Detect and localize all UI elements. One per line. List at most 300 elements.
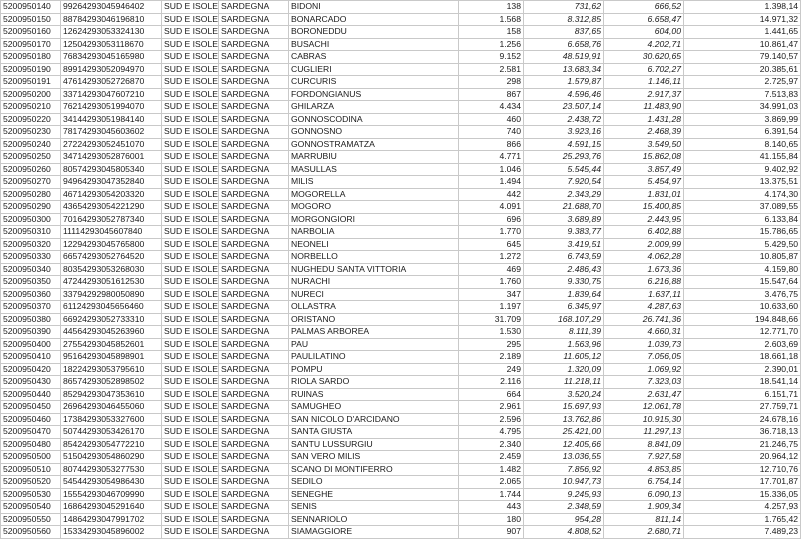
row-amount-a-cell[interactable]: 6.345,97 xyxy=(524,301,604,314)
row-code-cell[interactable]: 5200950160 xyxy=(1,26,61,39)
row-amount-a-cell[interactable]: 731,62 xyxy=(524,1,604,14)
row-amount-a-cell[interactable]: 3.923,16 xyxy=(524,126,604,139)
row-municipality-cell[interactable]: CUGLIERI xyxy=(289,63,459,76)
row-id-cell[interactable]: 51504293054860290 xyxy=(61,451,162,464)
row-amount-b-cell[interactable]: 4.853,85 xyxy=(604,463,684,476)
row-amount-b-cell[interactable]: 11.297,13 xyxy=(604,426,684,439)
row-total-cell[interactable]: 13.375,51 xyxy=(684,176,801,189)
row-municipality-cell[interactable]: SAN NICOLO D'ARCIDANO xyxy=(289,413,459,426)
row-region-cell[interactable]: SARDEGNA xyxy=(219,188,289,201)
row-code-cell[interactable]: 5200950320 xyxy=(1,238,61,251)
row-population-cell[interactable]: 645 xyxy=(459,238,524,251)
row-amount-b-cell[interactable]: 2.443,95 xyxy=(604,213,684,226)
row-amount-b-cell[interactable]: 1.039,73 xyxy=(604,338,684,351)
row-amount-a-cell[interactable]: 21.688,70 xyxy=(524,201,604,214)
row-municipality-cell[interactable]: FORDONGIANUS xyxy=(289,88,459,101)
row-population-cell[interactable]: 907 xyxy=(459,526,524,539)
row-region-cell[interactable]: SARDEGNA xyxy=(219,63,289,76)
row-amount-a-cell[interactable]: 837,65 xyxy=(524,26,604,39)
row-amount-b-cell[interactable]: 15.400,85 xyxy=(604,201,684,214)
row-region-cell[interactable]: SARDEGNA xyxy=(219,326,289,339)
row-region-cell[interactable]: SARDEGNA xyxy=(219,438,289,451)
row-amount-a-cell[interactable]: 13.762,86 xyxy=(524,413,604,426)
row-population-cell[interactable]: 664 xyxy=(459,388,524,401)
row-amount-a-cell[interactable]: 8.312,85 xyxy=(524,13,604,26)
row-amount-a-cell[interactable]: 23.507,14 xyxy=(524,101,604,114)
row-population-cell[interactable]: 2.189 xyxy=(459,351,524,364)
row-population-cell[interactable]: 1.197 xyxy=(459,301,524,314)
row-id-cell[interactable]: 33794292980050890 xyxy=(61,288,162,301)
row-code-cell[interactable]: 5200950540 xyxy=(1,501,61,514)
row-amount-a-cell[interactable]: 1.579,87 xyxy=(524,76,604,89)
row-region-cell[interactable]: SARDEGNA xyxy=(219,301,289,314)
row-population-cell[interactable]: 2.961 xyxy=(459,401,524,414)
row-total-cell[interactable]: 3.869,99 xyxy=(684,113,801,126)
row-id-cell[interactable]: 88784293046196810 xyxy=(61,13,162,26)
row-code-cell[interactable]: 5200950360 xyxy=(1,288,61,301)
row-code-cell[interactable]: 5200950350 xyxy=(1,276,61,289)
row-code-cell[interactable]: 5200950230 xyxy=(1,126,61,139)
row-region-cell[interactable]: SARDEGNA xyxy=(219,401,289,414)
row-area-cell[interactable]: SUD E ISOLE xyxy=(162,13,219,26)
row-total-cell[interactable]: 5.429,50 xyxy=(684,238,801,251)
row-amount-a-cell[interactable]: 9.330,75 xyxy=(524,276,604,289)
row-amount-a-cell[interactable]: 168.107,29 xyxy=(524,313,604,326)
row-total-cell[interactable]: 36.718,13 xyxy=(684,426,801,439)
row-total-cell[interactable]: 14.971,32 xyxy=(684,13,801,26)
row-id-cell[interactable]: 76834293045165980 xyxy=(61,51,162,64)
row-area-cell[interactable]: SUD E ISOLE xyxy=(162,188,219,201)
row-id-cell[interactable]: 26964293046455060 xyxy=(61,401,162,414)
row-region-cell[interactable]: SARDEGNA xyxy=(219,376,289,389)
row-municipality-cell[interactable]: MORGONGIORI xyxy=(289,213,459,226)
row-municipality-cell[interactable]: BORONEDDU xyxy=(289,26,459,39)
row-code-cell[interactable]: 5200950240 xyxy=(1,138,61,151)
row-total-cell[interactable]: 1.765,42 xyxy=(684,513,801,526)
row-id-cell[interactable]: 66574293052764520 xyxy=(61,251,162,264)
row-region-cell[interactable]: SARDEGNA xyxy=(219,113,289,126)
row-id-cell[interactable]: 78174293045603602 xyxy=(61,126,162,139)
row-population-cell[interactable]: 295 xyxy=(459,338,524,351)
row-population-cell[interactable]: 4.091 xyxy=(459,201,524,214)
row-code-cell[interactable]: 5200950180 xyxy=(1,51,61,64)
row-amount-a-cell[interactable]: 5.545,44 xyxy=(524,163,604,176)
row-total-cell[interactable]: 20.964,12 xyxy=(684,451,801,464)
row-amount-b-cell[interactable]: 666,52 xyxy=(604,1,684,14)
row-area-cell[interactable]: SUD E ISOLE xyxy=(162,426,219,439)
row-id-cell[interactable]: 46714293054203320 xyxy=(61,188,162,201)
row-municipality-cell[interactable]: GONNOSCODINA xyxy=(289,113,459,126)
row-amount-b-cell[interactable]: 4.062,28 xyxy=(604,251,684,264)
row-total-cell[interactable]: 2.725,97 xyxy=(684,76,801,89)
row-code-cell[interactable]: 5200950390 xyxy=(1,326,61,339)
row-municipality-cell[interactable]: OLLASTRA xyxy=(289,301,459,314)
row-region-cell[interactable]: SARDEGNA xyxy=(219,476,289,489)
row-id-cell[interactable]: 12294293045765800 xyxy=(61,238,162,251)
row-amount-b-cell[interactable]: 1.431,28 xyxy=(604,113,684,126)
row-region-cell[interactable]: SARDEGNA xyxy=(219,488,289,501)
row-total-cell[interactable]: 7.513,83 xyxy=(684,88,801,101)
row-region-cell[interactable]: SARDEGNA xyxy=(219,526,289,539)
row-amount-b-cell[interactable]: 6.754,14 xyxy=(604,476,684,489)
row-population-cell[interactable]: 4.434 xyxy=(459,101,524,114)
row-municipality-cell[interactable]: GONNOSTRAMATZA xyxy=(289,138,459,151)
row-amount-b-cell[interactable]: 3.857,49 xyxy=(604,163,684,176)
row-municipality-cell[interactable]: SEDILO xyxy=(289,476,459,489)
row-amount-a-cell[interactable]: 13.036,55 xyxy=(524,451,604,464)
row-id-cell[interactable]: 43654293054221290 xyxy=(61,201,162,214)
row-region-cell[interactable]: SARDEGNA xyxy=(219,313,289,326)
row-code-cell[interactable]: 5200950140 xyxy=(1,1,61,14)
row-municipality-cell[interactable]: ORISTANO xyxy=(289,313,459,326)
row-population-cell[interactable]: 1.272 xyxy=(459,251,524,264)
row-region-cell[interactable]: SARDEGNA xyxy=(219,138,289,151)
row-area-cell[interactable]: SUD E ISOLE xyxy=(162,351,219,364)
row-region-cell[interactable]: SARDEGNA xyxy=(219,176,289,189)
row-municipality-cell[interactable]: NUGHEDU SANTA VITTORIA xyxy=(289,263,459,276)
row-municipality-cell[interactable]: SAN VERO MILIS xyxy=(289,451,459,464)
row-region-cell[interactable]: SARDEGNA xyxy=(219,1,289,14)
row-code-cell[interactable]: 5200950560 xyxy=(1,526,61,539)
row-population-cell[interactable]: 866 xyxy=(459,138,524,151)
row-amount-a-cell[interactable]: 1.839,64 xyxy=(524,288,604,301)
row-population-cell[interactable]: 2.581 xyxy=(459,63,524,76)
row-amount-a-cell[interactable]: 6.743,59 xyxy=(524,251,604,264)
row-id-cell[interactable]: 76214293051994070 xyxy=(61,101,162,114)
row-population-cell[interactable]: 696 xyxy=(459,213,524,226)
row-population-cell[interactable]: 740 xyxy=(459,126,524,139)
row-amount-b-cell[interactable]: 1.069,92 xyxy=(604,363,684,376)
row-amount-a-cell[interactable]: 2.486,43 xyxy=(524,263,604,276)
row-id-cell[interactable]: 86574293052898502 xyxy=(61,376,162,389)
row-region-cell[interactable]: SARDEGNA xyxy=(219,213,289,226)
row-municipality-cell[interactable]: PAU xyxy=(289,338,459,351)
row-total-cell[interactable]: 3.476,75 xyxy=(684,288,801,301)
row-area-cell[interactable]: SUD E ISOLE xyxy=(162,376,219,389)
row-population-cell[interactable]: 138 xyxy=(459,1,524,14)
row-total-cell[interactable]: 12.710,76 xyxy=(684,463,801,476)
row-region-cell[interactable]: SARDEGNA xyxy=(219,463,289,476)
row-amount-b-cell[interactable]: 8.841,09 xyxy=(604,438,684,451)
row-id-cell[interactable]: 80574293045805340 xyxy=(61,163,162,176)
row-municipality-cell[interactable]: BUSACHI xyxy=(289,38,459,51)
row-region-cell[interactable]: SARDEGNA xyxy=(219,288,289,301)
row-code-cell[interactable]: 5200950480 xyxy=(1,438,61,451)
row-total-cell[interactable]: 6.151,71 xyxy=(684,388,801,401)
row-municipality-cell[interactable]: GONNOSNO xyxy=(289,126,459,139)
row-area-cell[interactable]: SUD E ISOLE xyxy=(162,126,219,139)
row-code-cell[interactable]: 5200950550 xyxy=(1,513,61,526)
row-municipality-cell[interactable]: NURACHI xyxy=(289,276,459,289)
row-municipality-cell[interactable]: CURCURIS xyxy=(289,76,459,89)
row-municipality-cell[interactable]: BONARCADO xyxy=(289,13,459,26)
row-population-cell[interactable]: 347 xyxy=(459,288,524,301)
row-total-cell[interactable]: 12.771,70 xyxy=(684,326,801,339)
row-id-cell[interactable]: 70164293052787340 xyxy=(61,213,162,226)
row-code-cell[interactable]: 5200950420 xyxy=(1,363,61,376)
row-area-cell[interactable]: SUD E ISOLE xyxy=(162,463,219,476)
row-population-cell[interactable]: 2.459 xyxy=(459,451,524,464)
row-total-cell[interactable]: 15.336,05 xyxy=(684,488,801,501)
row-area-cell[interactable]: SUD E ISOLE xyxy=(162,288,219,301)
row-amount-b-cell[interactable]: 15.862,08 xyxy=(604,151,684,164)
row-region-cell[interactable]: SARDEGNA xyxy=(219,513,289,526)
row-amount-a-cell[interactable]: 4.591,15 xyxy=(524,138,604,151)
row-id-cell[interactable]: 94964293047352840 xyxy=(61,176,162,189)
row-amount-a-cell[interactable]: 2.343,29 xyxy=(524,188,604,201)
row-amount-b-cell[interactable]: 4.287,63 xyxy=(604,301,684,314)
row-area-cell[interactable]: SUD E ISOLE xyxy=(162,388,219,401)
row-region-cell[interactable]: SARDEGNA xyxy=(219,363,289,376)
row-code-cell[interactable]: 5200950500 xyxy=(1,451,61,464)
row-region-cell[interactable]: SARDEGNA xyxy=(219,126,289,139)
row-code-cell[interactable]: 5200950370 xyxy=(1,301,61,314)
row-area-cell[interactable]: SUD E ISOLE xyxy=(162,101,219,114)
row-amount-b-cell[interactable]: 6.090,13 xyxy=(604,488,684,501)
row-population-cell[interactable]: 1.770 xyxy=(459,226,524,239)
row-id-cell[interactable]: 14864293047991702 xyxy=(61,513,162,526)
row-area-cell[interactable]: SUD E ISOLE xyxy=(162,163,219,176)
row-total-cell[interactable]: 21.246,75 xyxy=(684,438,801,451)
row-code-cell[interactable]: 5200950510 xyxy=(1,463,61,476)
row-area-cell[interactable]: SUD E ISOLE xyxy=(162,263,219,276)
row-id-cell[interactable]: 61124293045656460 xyxy=(61,301,162,314)
row-area-cell[interactable]: SUD E ISOLE xyxy=(162,488,219,501)
row-amount-b-cell[interactable]: 2.631,47 xyxy=(604,388,684,401)
row-population-cell[interactable]: 1.530 xyxy=(459,326,524,339)
row-total-cell[interactable]: 24.678,16 xyxy=(684,413,801,426)
row-id-cell[interactable]: 15334293045896002 xyxy=(61,526,162,539)
row-population-cell[interactable]: 1.256 xyxy=(459,38,524,51)
row-region-cell[interactable]: SARDEGNA xyxy=(219,151,289,164)
row-municipality-cell[interactable]: MARRUBIU xyxy=(289,151,459,164)
row-amount-a-cell[interactable]: 954,28 xyxy=(524,513,604,526)
row-total-cell[interactable]: 2.603,69 xyxy=(684,338,801,351)
row-code-cell[interactable]: 5200950250 xyxy=(1,151,61,164)
row-area-cell[interactable]: SUD E ISOLE xyxy=(162,38,219,51)
row-region-cell[interactable]: SARDEGNA xyxy=(219,426,289,439)
row-code-cell[interactable]: 5200950450 xyxy=(1,401,61,414)
row-region-cell[interactable]: SARDEGNA xyxy=(219,76,289,89)
row-region-cell[interactable]: SARDEGNA xyxy=(219,501,289,514)
row-area-cell[interactable]: SUD E ISOLE xyxy=(162,213,219,226)
row-population-cell[interactable]: 1.744 xyxy=(459,488,524,501)
row-municipality-cell[interactable]: NORBELLO xyxy=(289,251,459,264)
row-area-cell[interactable]: SUD E ISOLE xyxy=(162,338,219,351)
row-code-cell[interactable]: 5200950460 xyxy=(1,413,61,426)
row-amount-a-cell[interactable]: 6.658,76 xyxy=(524,38,604,51)
row-id-cell[interactable]: 27554293045852601 xyxy=(61,338,162,351)
row-code-cell[interactable]: 5200950530 xyxy=(1,488,61,501)
row-amount-a-cell[interactable]: 12.405,66 xyxy=(524,438,604,451)
row-total-cell[interactable]: 10.633,60 xyxy=(684,301,801,314)
row-municipality-cell[interactable]: RUINAS xyxy=(289,388,459,401)
row-region-cell[interactable]: SARDEGNA xyxy=(219,413,289,426)
row-population-cell[interactable]: 2.065 xyxy=(459,476,524,489)
row-population-cell[interactable]: 4.795 xyxy=(459,426,524,439)
row-area-cell[interactable]: SUD E ISOLE xyxy=(162,476,219,489)
row-amount-b-cell[interactable]: 10.915,30 xyxy=(604,413,684,426)
row-amount-a-cell[interactable]: 4.808,52 xyxy=(524,526,604,539)
row-amount-b-cell[interactable]: 2.009,99 xyxy=(604,238,684,251)
row-amount-b-cell[interactable]: 7.323,03 xyxy=(604,376,684,389)
row-amount-b-cell[interactable]: 811,14 xyxy=(604,513,684,526)
row-total-cell[interactable]: 20.385,61 xyxy=(684,63,801,76)
row-id-cell[interactable]: 54544293054986430 xyxy=(61,476,162,489)
row-population-cell[interactable]: 2.116 xyxy=(459,376,524,389)
row-region-cell[interactable]: SARDEGNA xyxy=(219,101,289,114)
row-total-cell[interactable]: 2.390,01 xyxy=(684,363,801,376)
row-area-cell[interactable]: SUD E ISOLE xyxy=(162,113,219,126)
row-area-cell[interactable]: SUD E ISOLE xyxy=(162,251,219,264)
row-region-cell[interactable]: SARDEGNA xyxy=(219,451,289,464)
row-total-cell[interactable]: 18.541,14 xyxy=(684,376,801,389)
row-region-cell[interactable]: SARDEGNA xyxy=(219,51,289,64)
row-id-cell[interactable]: 27224293052451070 xyxy=(61,138,162,151)
row-population-cell[interactable]: 469 xyxy=(459,263,524,276)
row-id-cell[interactable]: 11114293045607840 xyxy=(61,226,162,239)
row-area-cell[interactable]: SUD E ISOLE xyxy=(162,151,219,164)
row-population-cell[interactable]: 2.340 xyxy=(459,438,524,451)
row-area-cell[interactable]: SUD E ISOLE xyxy=(162,413,219,426)
row-area-cell[interactable]: SUD E ISOLE xyxy=(162,176,219,189)
row-municipality-cell[interactable]: RIOLA SARDO xyxy=(289,376,459,389)
row-code-cell[interactable]: 5200950280 xyxy=(1,188,61,201)
row-population-cell[interactable]: 1.760 xyxy=(459,276,524,289)
row-amount-b-cell[interactable]: 1.637,11 xyxy=(604,288,684,301)
row-area-cell[interactable]: SUD E ISOLE xyxy=(162,1,219,14)
row-amount-b-cell[interactable]: 1.831,01 xyxy=(604,188,684,201)
row-population-cell[interactable]: 158 xyxy=(459,26,524,39)
row-municipality-cell[interactable]: SCANO DI MONTIFERRO xyxy=(289,463,459,476)
row-amount-a-cell[interactable]: 11.605,12 xyxy=(524,351,604,364)
row-id-cell[interactable]: 47614293052726870 xyxy=(61,76,162,89)
row-id-cell[interactable]: 80354293053268030 xyxy=(61,263,162,276)
row-area-cell[interactable]: SUD E ISOLE xyxy=(162,201,219,214)
row-code-cell[interactable]: 5200950200 xyxy=(1,88,61,101)
row-municipality-cell[interactable]: MOGORO xyxy=(289,201,459,214)
row-id-cell[interactable]: 34714293052876001 xyxy=(61,151,162,164)
row-area-cell[interactable]: SUD E ISOLE xyxy=(162,276,219,289)
row-id-cell[interactable]: 47244293051612530 xyxy=(61,276,162,289)
row-id-cell[interactable]: 44564293045263960 xyxy=(61,326,162,339)
row-total-cell[interactable]: 8.140,65 xyxy=(684,138,801,151)
row-total-cell[interactable]: 15.547,64 xyxy=(684,276,801,289)
row-total-cell[interactable]: 10.805,87 xyxy=(684,251,801,264)
row-amount-b-cell[interactable]: 2.680,71 xyxy=(604,526,684,539)
row-code-cell[interactable]: 5200950260 xyxy=(1,163,61,176)
row-total-cell[interactable]: 17.701,87 xyxy=(684,476,801,489)
row-region-cell[interactable]: SARDEGNA xyxy=(219,88,289,101)
row-population-cell[interactable]: 9.152 xyxy=(459,51,524,64)
row-amount-b-cell[interactable]: 30.620,65 xyxy=(604,51,684,64)
row-amount-a-cell[interactable]: 9.245,93 xyxy=(524,488,604,501)
row-population-cell[interactable]: 1.482 xyxy=(459,463,524,476)
row-amount-b-cell[interactable]: 6.658,47 xyxy=(604,13,684,26)
row-region-cell[interactable]: SARDEGNA xyxy=(219,238,289,251)
row-population-cell[interactable]: 249 xyxy=(459,363,524,376)
row-municipality-cell[interactable]: SAMUGHEO xyxy=(289,401,459,414)
row-id-cell[interactable]: 33714293047607210 xyxy=(61,88,162,101)
row-area-cell[interactable]: SUD E ISOLE xyxy=(162,326,219,339)
row-municipality-cell[interactable]: SIAMAGGIORE xyxy=(289,526,459,539)
row-population-cell[interactable]: 867 xyxy=(459,88,524,101)
row-id-cell[interactable]: 80744293053277530 xyxy=(61,463,162,476)
row-total-cell[interactable]: 37.089,55 xyxy=(684,201,801,214)
row-region-cell[interactable]: SARDEGNA xyxy=(219,338,289,351)
row-id-cell[interactable]: 50744293053426170 xyxy=(61,426,162,439)
row-region-cell[interactable]: SARDEGNA xyxy=(219,351,289,364)
row-area-cell[interactable]: SUD E ISOLE xyxy=(162,451,219,464)
row-municipality-cell[interactable]: MILIS xyxy=(289,176,459,189)
row-municipality-cell[interactable]: NURECI xyxy=(289,288,459,301)
row-municipality-cell[interactable]: SANTU LUSSURGIU xyxy=(289,438,459,451)
row-area-cell[interactable]: SUD E ISOLE xyxy=(162,63,219,76)
row-code-cell[interactable]: 5200950470 xyxy=(1,426,61,439)
row-area-cell[interactable]: SUD E ISOLE xyxy=(162,301,219,314)
row-id-cell[interactable]: 85424293054772210 xyxy=(61,438,162,451)
row-id-cell[interactable]: 99264293045946402 xyxy=(61,1,162,14)
row-id-cell[interactable]: 34144293051984140 xyxy=(61,113,162,126)
row-area-cell[interactable]: SUD E ISOLE xyxy=(162,51,219,64)
row-amount-b-cell[interactable]: 1.909,34 xyxy=(604,501,684,514)
row-amount-a-cell[interactable]: 25.421,00 xyxy=(524,426,604,439)
row-amount-b-cell[interactable]: 3.549,50 xyxy=(604,138,684,151)
row-region-cell[interactable]: SARDEGNA xyxy=(219,263,289,276)
row-amount-b-cell[interactable]: 7.056,05 xyxy=(604,351,684,364)
row-amount-b-cell[interactable]: 12.061,78 xyxy=(604,401,684,414)
row-area-cell[interactable]: SUD E ISOLE xyxy=(162,363,219,376)
row-total-cell[interactable]: 9.402,92 xyxy=(684,163,801,176)
row-population-cell[interactable]: 460 xyxy=(459,113,524,126)
row-amount-b-cell[interactable]: 2.917,37 xyxy=(604,88,684,101)
row-municipality-cell[interactable]: PAULILATINO xyxy=(289,351,459,364)
row-total-cell[interactable]: 4.159,80 xyxy=(684,263,801,276)
row-id-cell[interactable]: 89914293052094970 xyxy=(61,63,162,76)
row-area-cell[interactable]: SUD E ISOLE xyxy=(162,138,219,151)
row-amount-a-cell[interactable]: 48.519,91 xyxy=(524,51,604,64)
row-code-cell[interactable]: 5200950400 xyxy=(1,338,61,351)
row-code-cell[interactable]: 5200950330 xyxy=(1,251,61,264)
row-municipality-cell[interactable]: MASULLAS xyxy=(289,163,459,176)
row-id-cell[interactable]: 18224293053795610 xyxy=(61,363,162,376)
row-id-cell[interactable]: 16864293045291640 xyxy=(61,501,162,514)
row-area-cell[interactable]: SUD E ISOLE xyxy=(162,26,219,39)
row-population-cell[interactable]: 1.046 xyxy=(459,163,524,176)
row-amount-b-cell[interactable]: 2.468,39 xyxy=(604,126,684,139)
row-amount-b-cell[interactable]: 5.454,97 xyxy=(604,176,684,189)
row-region-cell[interactable]: SARDEGNA xyxy=(219,26,289,39)
row-population-cell[interactable]: 442 xyxy=(459,188,524,201)
row-amount-b-cell[interactable]: 26.741,36 xyxy=(604,313,684,326)
row-area-cell[interactable]: SUD E ISOLE xyxy=(162,238,219,251)
row-id-cell[interactable]: 12504293053118670 xyxy=(61,38,162,51)
row-total-cell[interactable]: 34.991,03 xyxy=(684,101,801,114)
row-id-cell[interactable]: 12624293053324130 xyxy=(61,26,162,39)
row-id-cell[interactable]: 85294293047353610 xyxy=(61,388,162,401)
row-code-cell[interactable]: 5200950380 xyxy=(1,313,61,326)
row-amount-b-cell[interactable]: 1.673,36 xyxy=(604,263,684,276)
row-municipality-cell[interactable]: SANTA GIUSTA xyxy=(289,426,459,439)
row-municipality-cell[interactable]: CABRAS xyxy=(289,51,459,64)
row-region-cell[interactable]: SARDEGNA xyxy=(219,13,289,26)
row-total-cell[interactable]: 194.848,66 xyxy=(684,313,801,326)
row-code-cell[interactable]: 5200950210 xyxy=(1,101,61,114)
row-total-cell[interactable]: 4.174,30 xyxy=(684,188,801,201)
row-area-cell[interactable]: SUD E ISOLE xyxy=(162,513,219,526)
row-total-cell[interactable]: 41.155,84 xyxy=(684,151,801,164)
row-total-cell[interactable]: 18.661,18 xyxy=(684,351,801,364)
